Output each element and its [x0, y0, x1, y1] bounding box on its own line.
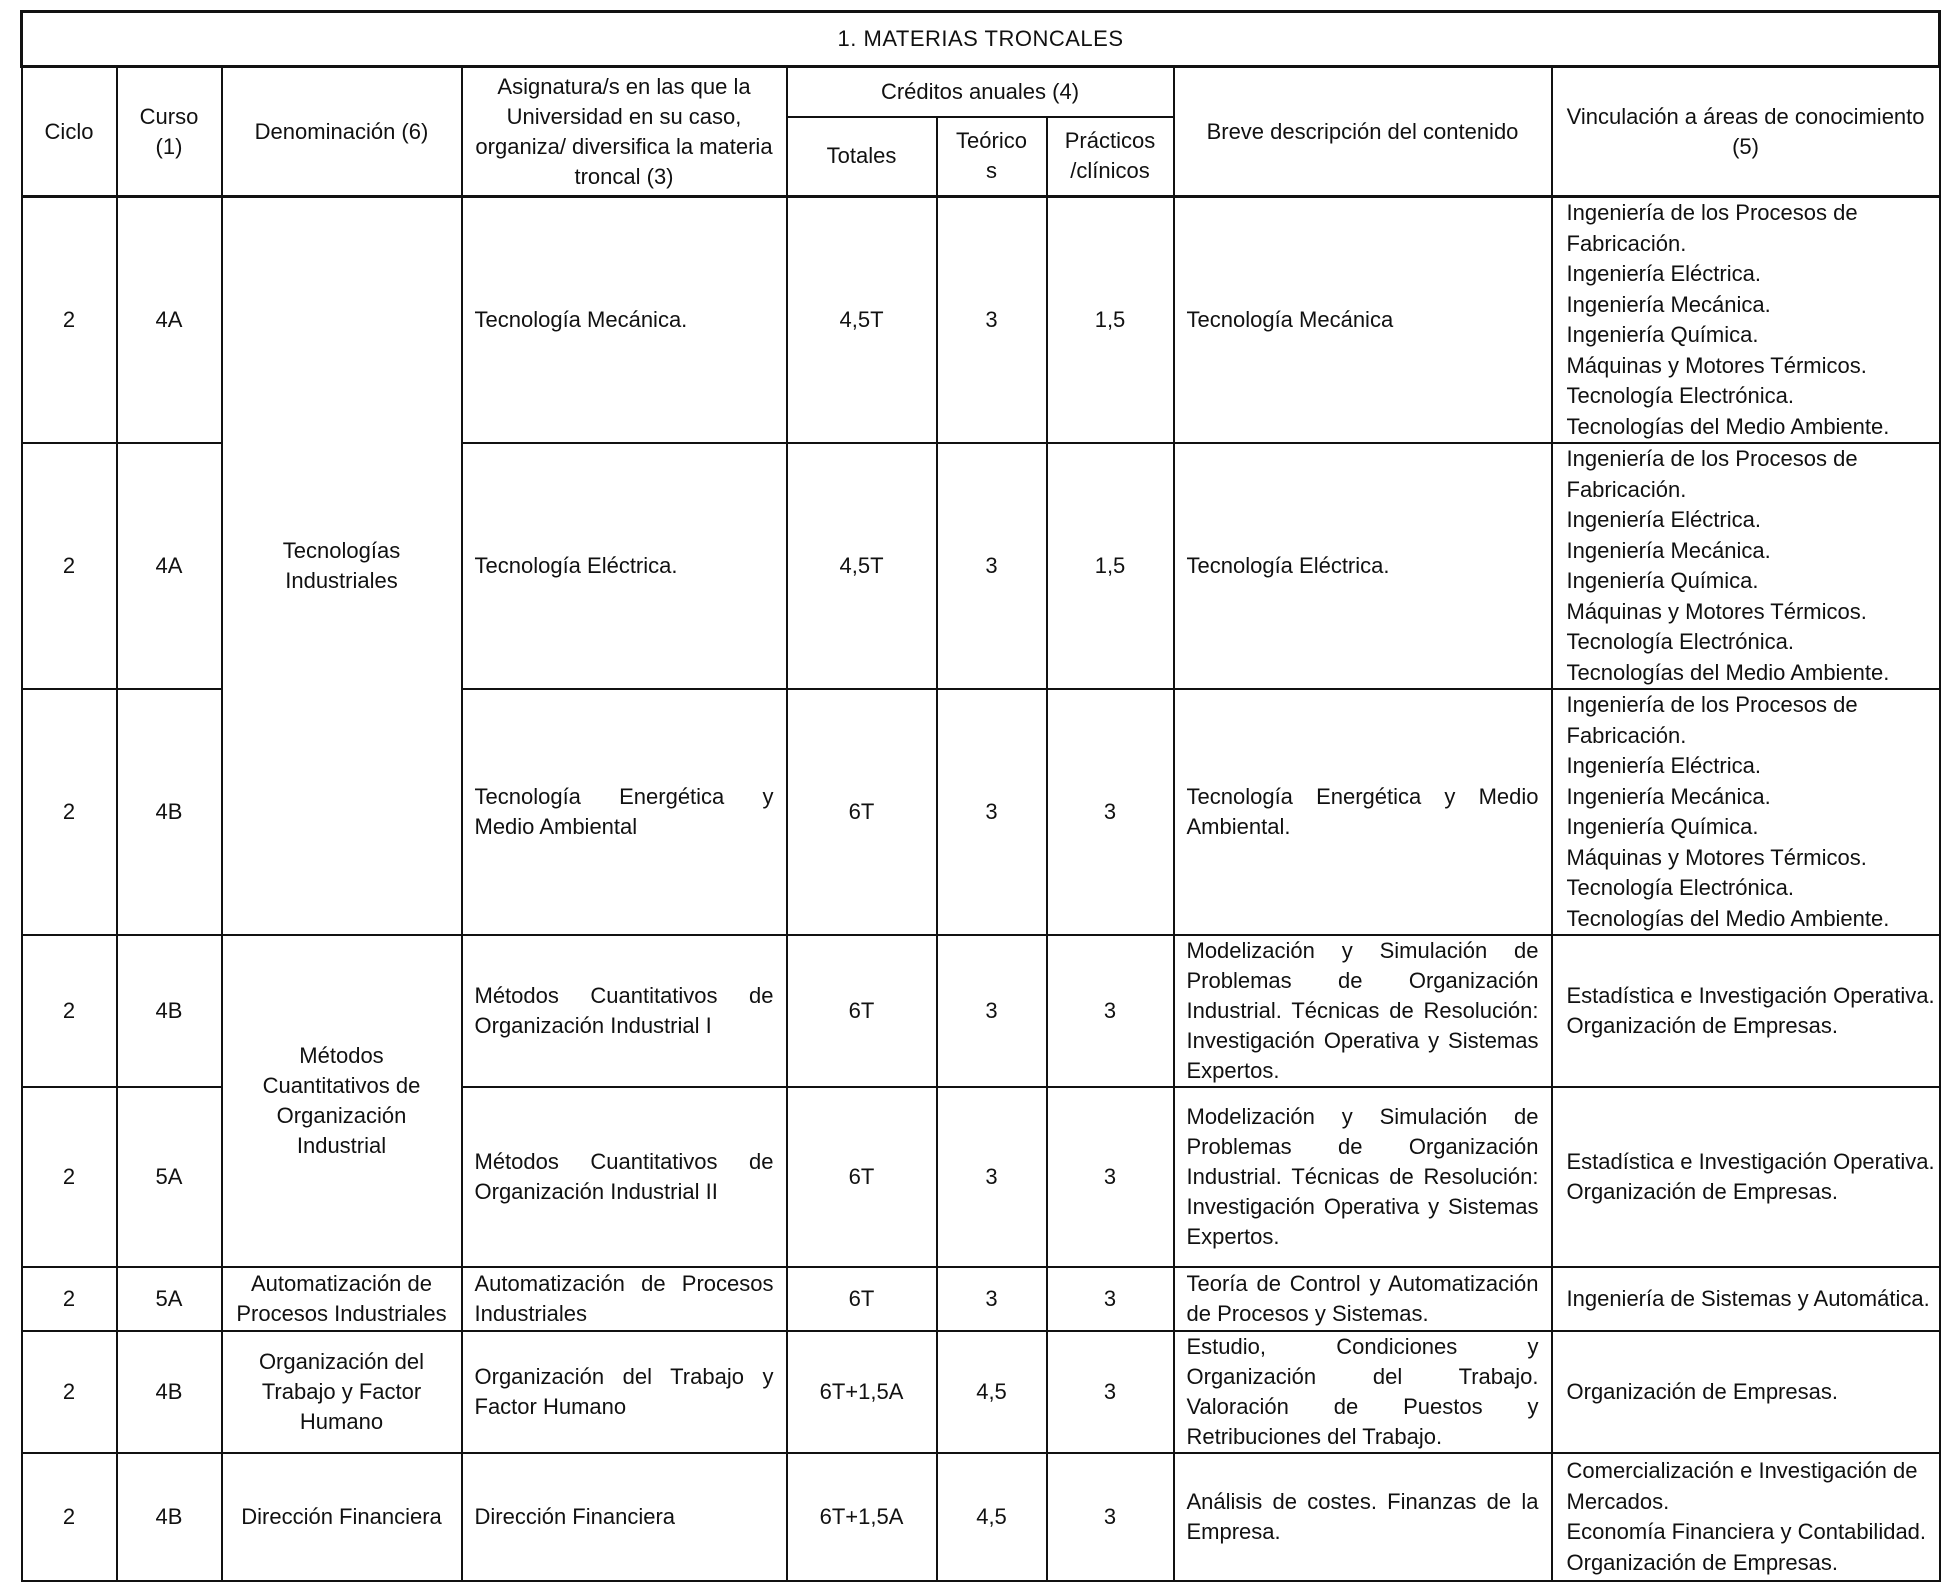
table-row	[22, 1267, 1940, 1331]
area-item: Tecnología Electrónica.	[1566, 875, 1794, 900]
area-item: Estadística e Investigación Operativa.	[1566, 982, 1935, 1008]
area-item: Ingeniería Mecánica.	[1566, 783, 1771, 809]
cell-descripcion: Modelización y Simulación de Problemas de Organización Industrial. Técnicas de Resolución: Investigación Operativa y Sistemas Expertos.	[1174, 1087, 1552, 1267]
cell-ciclo: 2	[22, 1453, 117, 1581]
table-row	[22, 1453, 1940, 1581]
cell-practicos: 3	[1047, 689, 1174, 935]
area-item: Ingeniería Química.	[1566, 568, 1759, 593]
cell-descripcion: Teoría de Control y Automatización de Procesos y Sistemas.	[1174, 1267, 1552, 1331]
cell-totales: 6T+1,5A	[787, 1331, 937, 1453]
cell-denominacion: Dirección Financiera	[222, 1453, 462, 1581]
cell-descripcion: Modelización y Simulación de Problemas de Organización Industrial. Técnicas de Resolución: Investigación Operativa y Sistemas Expertos.	[1174, 935, 1552, 1087]
area-item: Máquinas y Motores Térmicos.	[1566, 598, 1867, 624]
cell-curso: 4A	[117, 197, 222, 444]
cell-descripcion: Análisis de costes. Finanzas de la Empresa.	[1174, 1453, 1552, 1581]
area-item: Comercialización e Investigación de	[1566, 1458, 1918, 1483]
cell-totales: 6T	[787, 689, 937, 935]
cell-teoricos: 4,5	[937, 1453, 1047, 1581]
cell-practicos: 1,5	[1047, 443, 1174, 689]
cell-areas	[1552, 1331, 1940, 1453]
area-item: Máquinas y Motores Térmicos.	[1566, 352, 1867, 378]
cell-descripcion: Tecnología Energética y Medio Ambiental.	[1174, 689, 1552, 935]
cell-teoricos: 4,5	[937, 1331, 1047, 1453]
cell-teoricos: 3	[937, 1087, 1047, 1267]
header-creditos: Créditos anuales (4)	[787, 67, 1174, 117]
cell-denominacion: Métodos Cuantitativos de Organización Industrial	[222, 935, 462, 1267]
cell-ciclo: 2	[22, 443, 117, 689]
cell-asignatura: Dirección Financiera	[462, 1453, 787, 1581]
area-item: Tecnologías del Medio Ambiente.	[1566, 413, 1890, 439]
area-item: Economía Financiera y Contabilidad.	[1566, 1519, 1927, 1544]
cell-curso: 4B	[117, 1331, 222, 1453]
area-item: Ingeniería Mecánica.	[1566, 291, 1771, 317]
cell-teoricos: 3	[937, 1267, 1047, 1331]
cell-areas	[1552, 1087, 1940, 1267]
table-row	[22, 197, 1940, 444]
cell-areas	[1552, 1453, 1940, 1581]
area-item: Ingeniería de Sistemas y Automática.	[1566, 1285, 1930, 1311]
cell-teoricos: 3	[937, 935, 1047, 1087]
area-item: Ingeniería Eléctrica.	[1566, 261, 1761, 286]
cell-practicos: 3	[1047, 935, 1174, 1087]
cell-ciclo: 2	[22, 197, 117, 444]
area-item: Tecnología Electrónica.	[1566, 383, 1794, 408]
cell-totales: 6T	[787, 935, 937, 1087]
area-item: Tecnologías del Medio Ambiente.	[1566, 905, 1890, 931]
cell-curso: 4A	[117, 443, 222, 689]
area-item: Máquinas y Motores Térmicos.	[1566, 844, 1867, 870]
cell-asignatura: Organización del Trabajo y Factor Humano	[462, 1331, 787, 1453]
cell-totales: 6T+1,5A	[787, 1453, 937, 1581]
cell-denominacion: Tecnologías Industriales	[222, 197, 462, 936]
header-asignaturas: Asignatura/s en las que la Universidad en su caso, organiza/ diversifica la materia troncal (3)	[462, 67, 787, 197]
header-descripcion: Breve descripción del contenido	[1174, 67, 1552, 197]
cell-ciclo: 2	[22, 1087, 117, 1267]
cell-descripcion: Tecnología Eléctrica.	[1174, 443, 1552, 689]
header-curso: Curso (1)	[117, 67, 222, 197]
area-item: Organización de Empresas.	[1566, 1013, 1838, 1038]
cell-descripcion: Tecnología Mecánica	[1174, 197, 1552, 444]
area-item: Organización de Empresas.	[1566, 1549, 1838, 1575]
cell-totales: 4,5T	[787, 197, 937, 444]
cell-teoricos: 3	[937, 443, 1047, 689]
cell-totales: 4,5T	[787, 443, 937, 689]
area-item: Ingeniería de los Procesos de	[1566, 200, 1858, 225]
header-ciclo: Ciclo	[22, 67, 117, 197]
cell-denominacion: Automatización de Procesos Industriales	[222, 1267, 462, 1331]
cell-denominacion: Organización del Trabajo y Factor Humano	[222, 1331, 462, 1453]
cell-practicos: 3	[1047, 1453, 1174, 1581]
cell-asignatura: Tecnología Energética y Medio Ambiental	[462, 689, 787, 935]
cell-teoricos: 3	[937, 689, 1047, 935]
cell-areas	[1552, 689, 1940, 935]
area-item: Ingeniería Química.	[1566, 814, 1759, 839]
cell-ciclo: 2	[22, 689, 117, 935]
area-item: Tecnología Electrónica.	[1566, 629, 1794, 654]
area-item: Mercados.	[1566, 1488, 1670, 1514]
materias-troncales-sheet	[20, 10, 1938, 1582]
header-denominacion: Denominación (6)	[222, 67, 462, 197]
header-practicos: Prácticos /clínicos	[1047, 117, 1174, 197]
cell-asignatura: Métodos Cuantitativos de Organización Industrial I	[462, 935, 787, 1087]
header-teoricos: Teórico s	[937, 117, 1047, 197]
cell-areas	[1552, 1267, 1940, 1331]
cell-curso: 4B	[117, 689, 222, 935]
cell-asignatura: Automatización de Procesos Industriales	[462, 1267, 787, 1331]
area-item: Ingeniería Química.	[1566, 322, 1759, 347]
cell-ciclo: 2	[22, 1267, 117, 1331]
cell-practicos: 3	[1047, 1331, 1174, 1453]
cell-ciclo: 2	[22, 1331, 117, 1453]
cell-practicos: 3	[1047, 1087, 1174, 1267]
cell-curso: 5A	[117, 1087, 222, 1267]
cell-areas	[1552, 443, 1940, 689]
area-item: Ingeniería Mecánica.	[1566, 537, 1771, 563]
table-row	[22, 935, 1940, 1087]
area-item: Estadística e Investigación Operativa.	[1566, 1148, 1935, 1174]
cell-totales: 6T	[787, 1267, 937, 1331]
area-item: Ingeniería Eléctrica.	[1566, 753, 1761, 778]
table-row	[22, 1331, 1940, 1453]
area-item: Tecnologías del Medio Ambiente.	[1566, 659, 1890, 685]
cell-practicos: 3	[1047, 1267, 1174, 1331]
area-item: Ingeniería de los Procesos de	[1566, 692, 1858, 717]
area-item: Fabricación.	[1566, 476, 1687, 502]
cell-curso: 5A	[117, 1267, 222, 1331]
cell-curso: 4B	[117, 1453, 222, 1581]
area-item: Ingeniería de los Procesos de	[1566, 446, 1858, 471]
cell-practicos: 1,5	[1047, 197, 1174, 444]
area-item: Fabricación.	[1566, 722, 1687, 748]
cell-asignatura: Tecnología Eléctrica.	[462, 443, 787, 689]
cell-curso: 4B	[117, 935, 222, 1087]
header-vinculacion: Vinculación a áreas de conocimiento (5)	[1552, 67, 1940, 197]
area-item: Ingeniería Eléctrica.	[1566, 507, 1761, 532]
header-totales: Totales	[787, 117, 937, 197]
materias-troncales-table	[20, 10, 1941, 1582]
cell-areas	[1552, 935, 1940, 1087]
cell-ciclo: 2	[22, 935, 117, 1087]
cell-teoricos: 3	[937, 197, 1047, 444]
cell-areas	[1552, 197, 1940, 444]
area-item: Organización de Empresas.	[1566, 1179, 1838, 1204]
cell-asignatura: Tecnología Mecánica.	[462, 197, 787, 444]
area-item: Organización de Empresas.	[1566, 1378, 1838, 1404]
cell-totales: 6T	[787, 1087, 937, 1267]
cell-descripcion: Estudio, Condiciones y Organización del Trabajo. Valoración de Puestos y Retribuciones del Trabajo.	[1174, 1331, 1552, 1453]
table-title: 1. MATERIAS TRONCALES	[22, 12, 1940, 67]
cell-asignatura: Métodos Cuantitativos de Organización Industrial II	[462, 1087, 787, 1267]
area-item: Fabricación.	[1566, 230, 1687, 256]
